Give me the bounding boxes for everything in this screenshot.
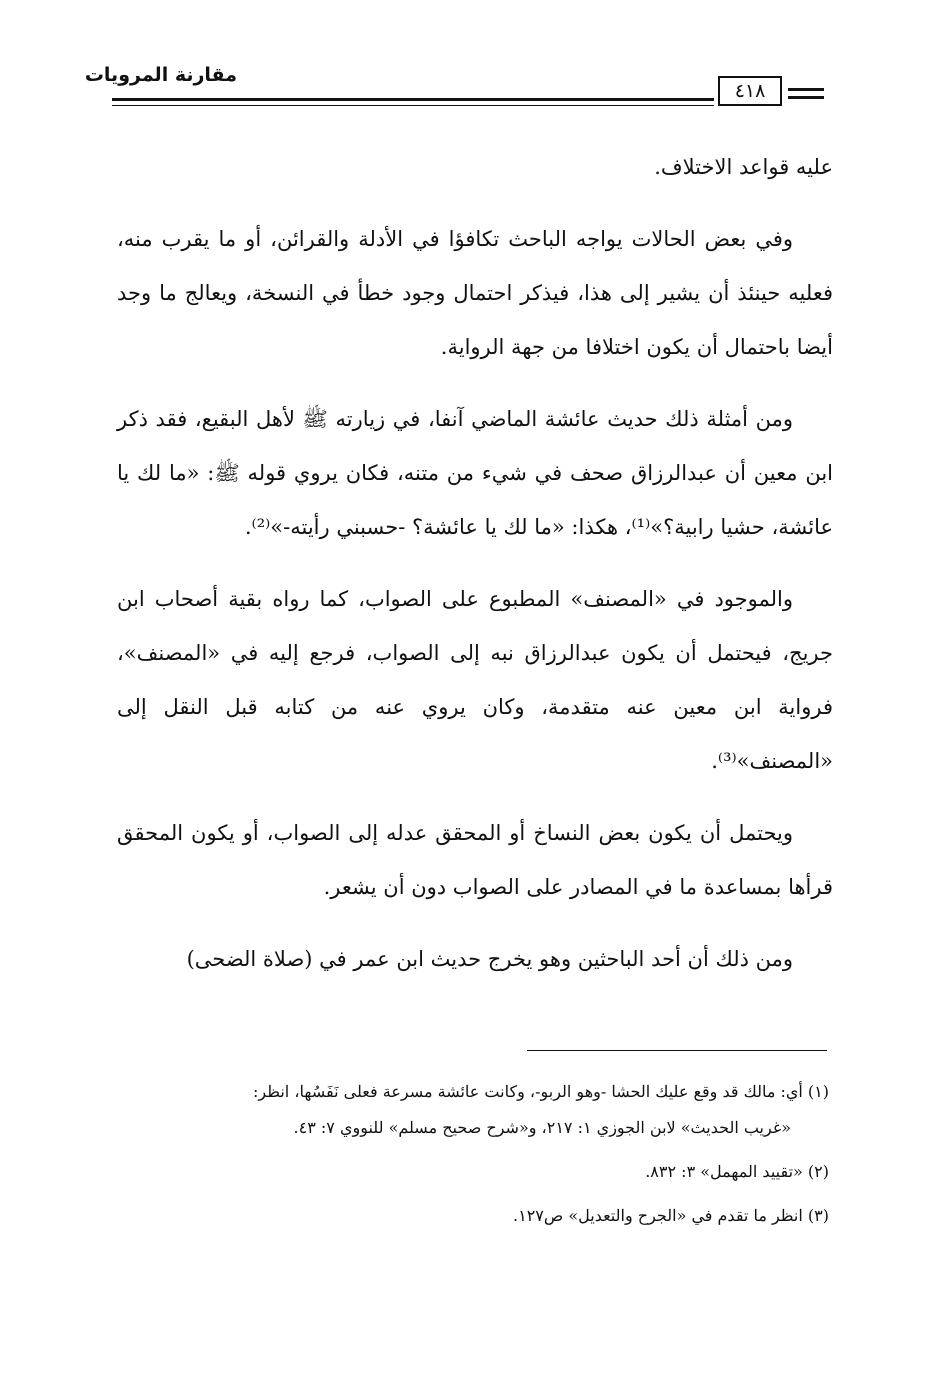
header-rule-left-bottom — [788, 96, 824, 99]
paragraph: والموجود في «المصنف» المطبوع على الصواب، كما رواه بقية أصحاب ابن جريج، فيحتمل أن يكون عبدالرزاق نبه إلى الصواب، فرجع إليه في «المصنف»، فرواية ابن معين عنه متقدمة، وكان يروي عنه من كتابه قبل النقل إلى «المصنف»⁽³⁾. — [117, 587, 833, 773]
footnote-1-line-2: «غريب الحديث» لابن الجوزي ١: ٢١٧، و«شرح صحيح مسلم» للنووي ٧: ٤٣. — [293, 1118, 791, 1137]
header-rule-left-top — [788, 88, 824, 91]
paragraph: ومن أمثلة ذلك حديث عائشة الماضي آنفا، في زيارته ﷺ لأهل البقيع، فقد ذكر ابن معين أن عبدالرزاق صحف في شيء من متنه، فكان يروي قوله ﷺ: «ما لك يا عائشة، حشيا رابية؟»⁽¹⁾، هكذا: «ما لك يا عائشة؟ -حسبني رأيته-»⁽²⁾. — [117, 407, 833, 539]
running-title: مقارنة المرويات — [84, 64, 237, 86]
header-rule-thick — [112, 98, 714, 101]
footnotes — [117, 1074, 829, 1242]
footnote-2: (٢) «تقييد المهمل» ٣: ٨٣٢. — [645, 1162, 829, 1181]
paragraph: وفي بعض الحالات يواجه الباحث تكافؤا في الأدلة والقرائن، أو ما يقرب منه، فعليه حينئذ أن يشير إلى هذا، فيذكر احتمال وجود خطأ في النسخة، ويعالج ما وجد أيضا باحتمال أن يكون اختلافا من جهة الرواية. — [117, 227, 833, 359]
paragraph: ويحتمل أن يكون بعض النساخ أو المحقق عدله إلى الصواب، أو يكون المحقق قرأها بمساعدة ما في المصادر على الصواب دون أن يشعر. — [117, 821, 833, 899]
paragraph: ومن ذلك أن أحد الباحثين وهو يخرج حديث ابن عمر في (صلاة الضحى) — [186, 947, 793, 971]
header-rule-thin — [112, 105, 714, 106]
footnote-3: (٣) انظر ما تقدم في «الجرح والتعديل» ص١٢٧. — [513, 1206, 829, 1225]
paragraph-continuation: عليه قواعد الاختلاف. — [654, 155, 833, 179]
footnote-separator — [527, 1050, 827, 1051]
footnote-1 — [117, 1074, 829, 1146]
footnote-1-line-1: (١) أي: مالك قد وقع عليك الحشا -وهو الربو-، وكانت عائشة مسرعة فعلى نَفَسُها، انظر: — [253, 1082, 829, 1101]
page-number: ٤١٨ — [718, 76, 782, 106]
main-text — [117, 140, 833, 1004]
